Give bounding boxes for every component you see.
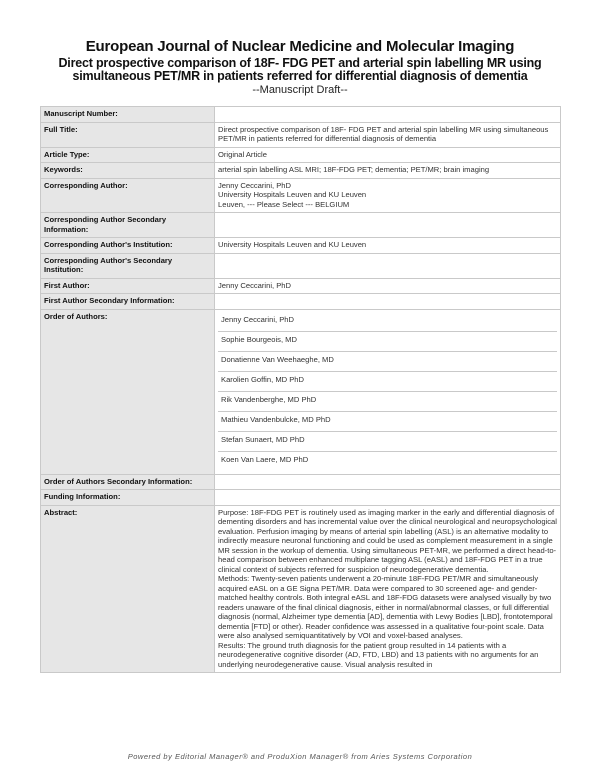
journal-name: European Journal of Nuclear Medicine and Molecular Imaging [85,38,515,55]
corresponding-author-label: Corresponding Author: [41,178,215,213]
order-of-authors-secondary-information-row [41,474,561,490]
first-author-label: First Author: [41,278,215,294]
funding-information-value [215,490,561,506]
corresponding-author-s-institution-value: University Hospitals Leuven and KU Leuven [215,238,561,254]
author-item: Karolien Goffin, MD PhD [218,372,557,392]
order-of-authors-secondary-information-label: Order of Authors Secondary Information: [41,474,215,490]
abstract-label: Abstract: [41,505,215,673]
footer-credit: Powered by Editorial Manager® and ProduXion Manager® from Aries Systems Corporation [127,752,473,761]
article-type-label: Article Type: [41,147,215,163]
full-title-value: Direct prospective comparison of 18F- FDG PET and arterial spin labelling MR using simultaneous PET/MR in patients referred for differential diagnosis of dementia [215,122,561,147]
manuscript-info-table [40,106,561,673]
authors-list [215,309,561,474]
draft-label: --Manuscript Draft-- [252,84,348,96]
order-of-authors-label: Order of Authors: [41,309,215,474]
author-item: Koen Van Laere, MD PhD [221,454,309,464]
article-type-row [41,147,561,163]
funding-information-label: Funding Information: [41,490,215,506]
first-author-secondary-information-label: First Author Secondary Information: [41,294,215,310]
corresponding-author-s-institution-row [41,238,561,254]
abstract-paragraph: Results: The ground truth diagnosis for the patient group resulted in 14 patients with a neurodegenerative cognitive disorder (AD, FTD, LBD) and 13 patients with no arguments for an underlying neurodegenerative cause. Visual analysis resulted in [218,640,539,669]
author-item: Mathieu Vandenbulcke, MD PhD [218,412,557,432]
corresponding-author-s-institution-label: Corresponding Author's Institution: [41,238,215,254]
author-item: Sophie Bourgeois, MD [218,332,557,352]
manuscript-number-value [215,107,561,123]
order-of-authors-secondary-information-value [215,474,561,490]
first-author-row [41,278,561,294]
corresponding-author-row [41,178,561,213]
corresponding-author-secondary-information-value [215,213,561,238]
corresponding-author-secondary-information-label: Corresponding Author Secondary Information: [41,213,215,238]
corresponding-author-s-secondary-institution-label: Corresponding Author's Secondary Institution: [41,253,215,278]
manuscript-title: Direct prospective comparison of 18F- FDG PET and arterial spin labelling MR using simultaneous PET/MR in patients referred for differential diagnosis of dementia [58,56,542,83]
keywords-label: Keywords: [41,163,215,179]
manuscript-number-row [41,107,561,123]
funding-information-row [41,490,561,506]
full-title-label: Full Title: [41,122,215,147]
first-author-secondary-information-row [41,294,561,310]
first-author-secondary-information-value [215,294,561,310]
corresponding-author-secondary-information-row [41,213,561,238]
abstract-paragraph: Purpose: 18F-FDG PET is routinely used as imaging marker in the early and differential diagnosis of dementing disorders and has incremental value over the clinical neurological and neuropsychological evaluation. Perfusion imaging by means of arterial spin labelling (ASL) is an alternative modality to indirectly measure neuronal functioning and could be used as complement measurement in a single MR session in the workup of dementia. Using simultaneous PET-MR, we performed a direct head-to-head comparison between enhanced multiplane tagging ASL (eASL) and 18F-FDG PET in a true clinical context of subjects referred for suspicion of neurodegenerative dementia. [218,507,557,574]
keywords-row [41,163,561,179]
full-title-row [41,122,561,147]
corresponding-author-s-secondary-institution-row [41,253,561,278]
order-of-authors-row [41,309,561,474]
abstract-paragraph: Methods: Twenty-seven patients underwent a 20-minute 18F-FDG PET/MR and simultaneously acquired eASL on a GE Signa PET/MR. Data were compared to 30 screened age- and gender-matched healthy controls. Both integral eASL and 18F-FDG datasets were analysed visually by two readers unaware of the final clinical diagnosis, either in normal/abnormal classes, or full differential diagnosis (normal, Alzheimer type dementia [AD], dementia with Lewy Bodies [LBD], frontotemporal dementia [FTD] or other). Reader confidence was assessed in a qualitative four-point scale. Data were also analysed semiquantitatively by VOI and voxel-based analyses. [218,574,553,640]
author-item: Jenny Ceccarini, PhD [218,312,557,332]
corresponding-author-s-secondary-institution-value [215,253,561,278]
article-type-value: Original Article [215,147,561,163]
abstract-row [41,505,561,673]
author-item: Donatienne Van Weehaeghe, MD [218,352,557,372]
manuscript-number-label: Manuscript Number: [41,107,215,123]
abstract-text [215,505,561,673]
author-item: Rik Vandenberghe, MD PhD [218,392,557,412]
first-author-value: Jenny Ceccarini, PhD [215,278,561,294]
keywords-value: arterial spin labelling ASL MRI; 18F-FDG PET; dementia; PET/MR; brain imaging [215,163,561,179]
corresponding-author-value: Jenny Ceccarini, PhD University Hospitals Leuven and KU Leuven Leuven, --- Please Select --- BELGIUM [215,178,561,213]
author-item: Stefan Sunaert, MD PhD [218,432,557,452]
